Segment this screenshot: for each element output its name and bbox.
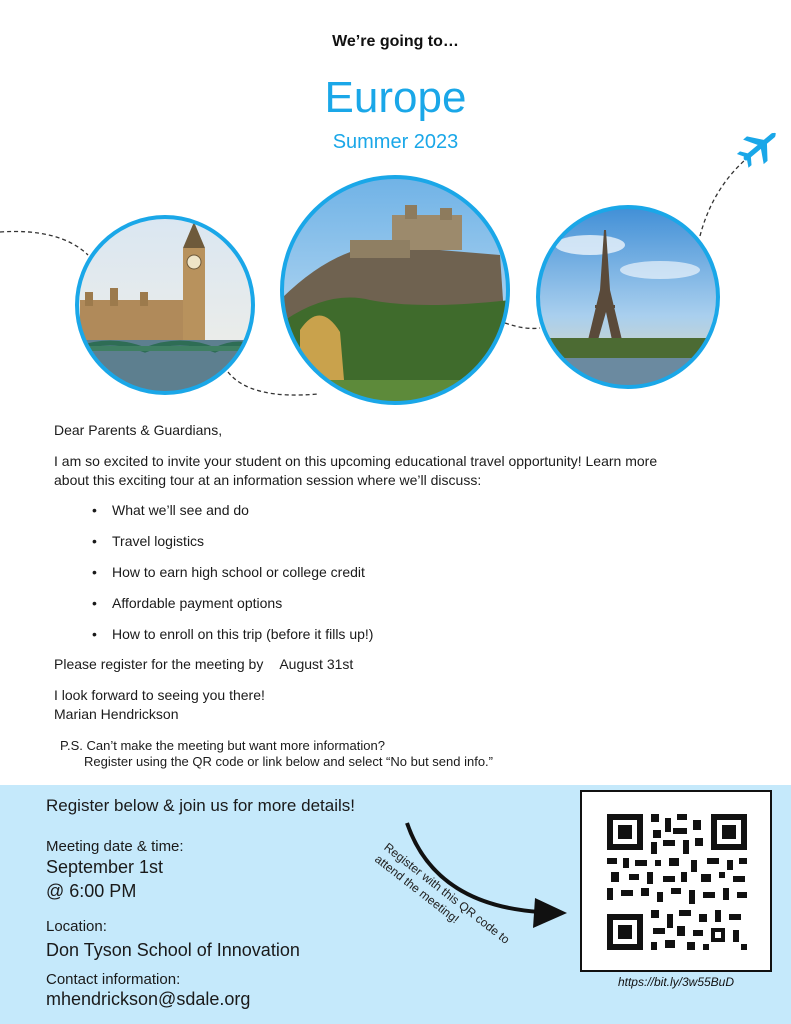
- list-item: • How to earn high school or college credit: [92, 564, 365, 580]
- topic-list: [92, 501, 373, 656]
- location-label: Location:: [46, 918, 107, 935]
- contact-email[interactable]: mhendrickson@sdale.org: [46, 989, 251, 1009]
- flight-path-up: [700, 160, 745, 236]
- bullet-icon: •: [92, 533, 97, 549]
- list-item: • How to enroll on this trip (before it fills up!): [92, 626, 374, 642]
- qr-code-icon: [582, 792, 770, 970]
- letter-greeting: Dear Parents & Guardians,: [54, 422, 223, 438]
- bullet-icon: •: [92, 595, 97, 611]
- letter-intro-line1: I am so excited to invite your student on this upcoming educational travel opportunity! Learn more: [54, 453, 658, 469]
- ps-line2: Register using the QR code or link below and select “No but send info.”: [84, 754, 493, 769]
- travel-path-graphic: [0, 0, 791, 420]
- register-deadline: Please register for the meeting by August 31st: [54, 656, 354, 672]
- list-item: • Affordable payment options: [92, 595, 283, 611]
- letter-intro-line2: about this exciting tour at an information session where we’ll discuss:: [54, 472, 482, 488]
- contact-label: Contact information:: [46, 971, 181, 988]
- airplane-icon: [732, 121, 786, 173]
- list-item: • Travel logistics: [92, 533, 205, 549]
- list-item: • What we’ll see and do: [92, 502, 249, 518]
- flight-path-right: [505, 323, 540, 328]
- season-subtitle: Summer 2023: [332, 131, 459, 153]
- letter-signature: Marian Hendrickson: [54, 706, 179, 722]
- flight-path-left: [0, 231, 88, 255]
- meeting-time: @ 6:00 PM: [46, 881, 137, 901]
- destination-title: Europe: [324, 73, 467, 122]
- bullet-icon: •: [92, 626, 97, 642]
- letter-closing: I look forward to seeing you there!: [54, 687, 265, 703]
- arrow-icon: [395, 815, 575, 935]
- location-value: Don Tyson School of Innovation: [46, 940, 300, 960]
- meeting-label: Meeting date & time:: [46, 838, 184, 855]
- ps-line1: P.S. Can’t make the meeting but want more information?: [60, 738, 385, 753]
- bullet-icon: •: [92, 564, 97, 580]
- bullet-icon: •: [92, 502, 97, 518]
- london-photo: [70, 210, 260, 400]
- qr-caption: Register with this QR code to attend the meeting!: [372, 840, 513, 947]
- qr-url-link[interactable]: https://bit.ly/3w55BuD: [617, 975, 735, 989]
- meeting-date: September 1st: [46, 857, 164, 877]
- intro-text: We’re going to…: [332, 33, 459, 50]
- flight-path-mid: [228, 372, 318, 395]
- panel-heading: Register below & join us for more details!: [46, 796, 355, 815]
- register-date: August 31st: [279, 656, 354, 672]
- qr-code[interactable]: [580, 790, 772, 972]
